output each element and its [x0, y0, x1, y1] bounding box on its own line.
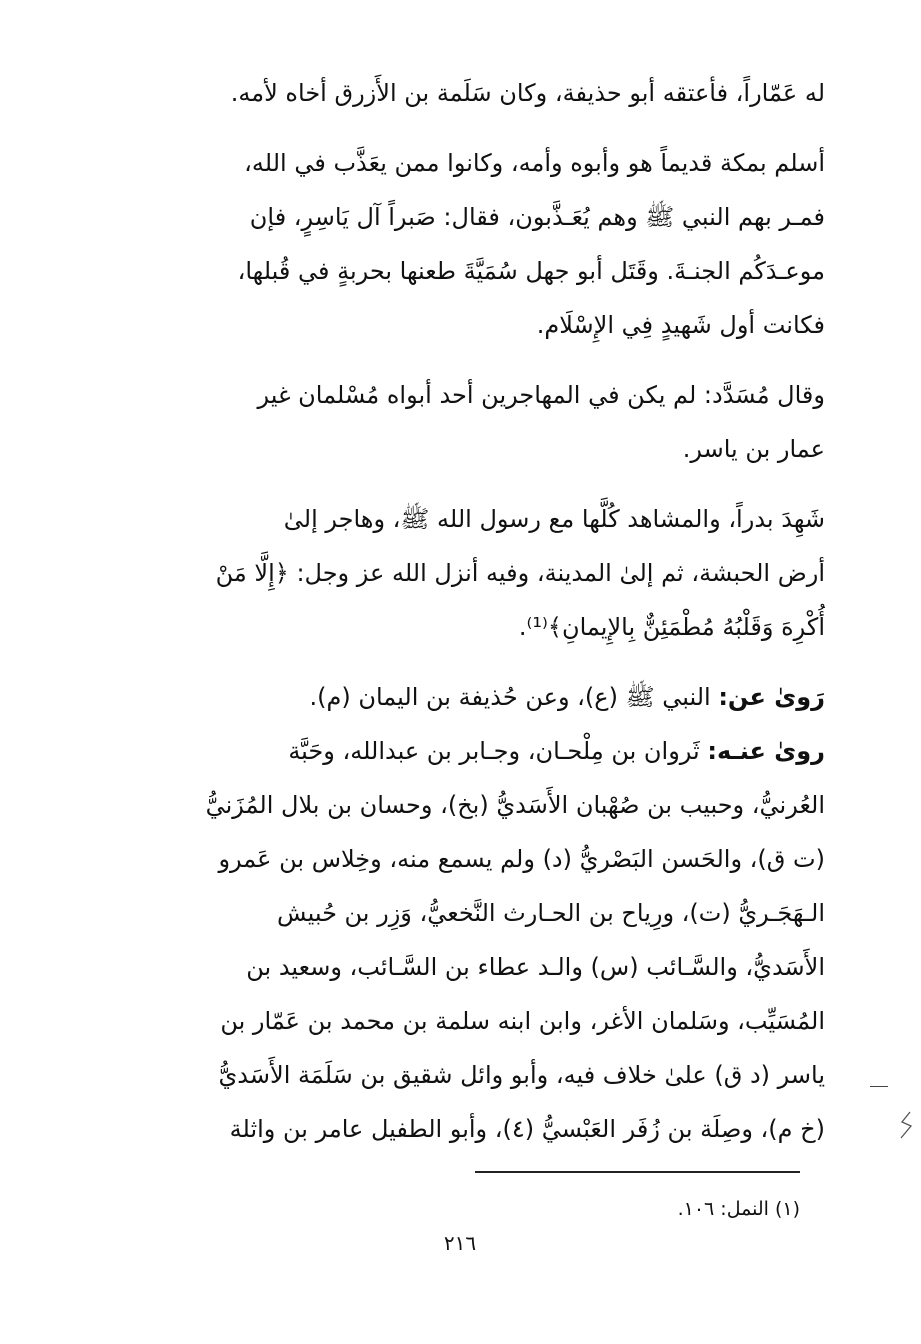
badr-paragraph	[95, 492, 825, 654]
text-line: الأَسَديُّ، والسَّـائب (س) والـد عطاء بن السَّـائب، وسعيد بن	[246, 953, 825, 981]
text-line: (خ م)، وصِلَة بن زُفَر العَبْسيُّ (٤)، وأبو الطفيل عامر بن واثلة	[229, 1115, 825, 1143]
text-line: أسلم بمكة قديماً هو وأبوه وأمه، وكانوا ممن يعَذَّب في الله،	[244, 149, 825, 177]
musaddad-paragraph	[95, 368, 825, 476]
text-line: (ت ق)، والحَسن البَصْريُّ (د) ولم يسمع منه، وخِلاس بن عَمرو	[218, 845, 825, 873]
text-line: شَهِدَ بدراً، والمشاهد كُلَّها مع رسول الله ﷺ، وهاجر إلىٰ	[283, 505, 825, 533]
rawa-anhu-label: روىٰ عنـه:	[707, 737, 825, 765]
footnote-text: النمل: ١٠٦.	[677, 1198, 769, 1220]
text-line: أُكْرِهَ وَقَلْبُهُ مُطْمَئِنٌّ بِالإِيمانِ﴾⁽¹⁾.	[518, 613, 825, 641]
text-line: أرض الحبشة، ثم إلىٰ المدينة، وفيه أنزل الله عز وجل: ﴿إِلَّا مَنْ	[215, 559, 825, 587]
islam-paragraph	[95, 136, 825, 352]
margin-scribble-icon	[896, 1108, 916, 1144]
rawa-an-text: النبي ﷺ (ع)، وعن حُذيفة بن اليمان (م).	[309, 683, 719, 711]
page-content	[95, 66, 825, 1286]
text-line: موعـدَكُم الجنـةَ. وقَتَل أبو جهل سُمَيَّةَ طعنها بحربةٍ في قُبلها،	[237, 257, 825, 285]
text-line: وقال مُسَدَّد: لم يكن في المهاجرين أحد أبواه مُسْلمان غير	[257, 381, 825, 409]
text-line: ياسر (د ق) علىٰ خلاف فيه، وأبو وائل شقيق بن سَلَمَة الأَسَديُّ	[218, 1061, 825, 1089]
rawa-anhu-line	[95, 724, 825, 778]
rawa-anhu-text: ثَروان بن مِلْحـان، وجـابر بن عبدالله، وحَبَّة	[288, 737, 708, 765]
rawa-an-label: رَوىٰ عن:	[718, 683, 825, 711]
text-line: فكانت أول شَهيدٍ فِي الإِسْلَام.	[536, 311, 825, 339]
text-line: المُسَيِّب، وسَلمان الأغر، وابن ابنه سلمة بن محمد بن عَمّار بن	[220, 1007, 825, 1035]
rawa-an-line	[95, 670, 825, 724]
page-number: ٢١٦	[443, 1231, 477, 1255]
text-line: فمـر بهم النبي ﷺ وهم يُعَـذَّبون، فقال: صَبراً آل يَاسِرٍ، فإن	[249, 203, 825, 231]
footnote	[678, 1194, 800, 1224]
narrators-paragraph	[95, 670, 825, 1156]
footnote-divider	[475, 1171, 800, 1173]
text-line: له عَمّاراً، فأعتقه أبو حذيفة، وكان سَلَمة بن الأَزرق أخاه لأمه.	[230, 79, 825, 107]
text-line: الـهَجَـريُّ (ت)، ورِياح بن الحـارث النَّخعيُّ، وَزِر بن حُبيش	[276, 899, 825, 927]
text-line: العُرنيُّ، وحبيب بن صُهْبان الأَسَديُّ (بخ)، وحسان بن بلال المُزَنيُّ	[205, 791, 825, 819]
text-line: عمار بن ياسر.	[682, 435, 825, 463]
footnote-marker: (١)	[774, 1198, 800, 1220]
intro-paragraph	[95, 66, 825, 120]
margin-dash-mark	[870, 1086, 888, 1087]
